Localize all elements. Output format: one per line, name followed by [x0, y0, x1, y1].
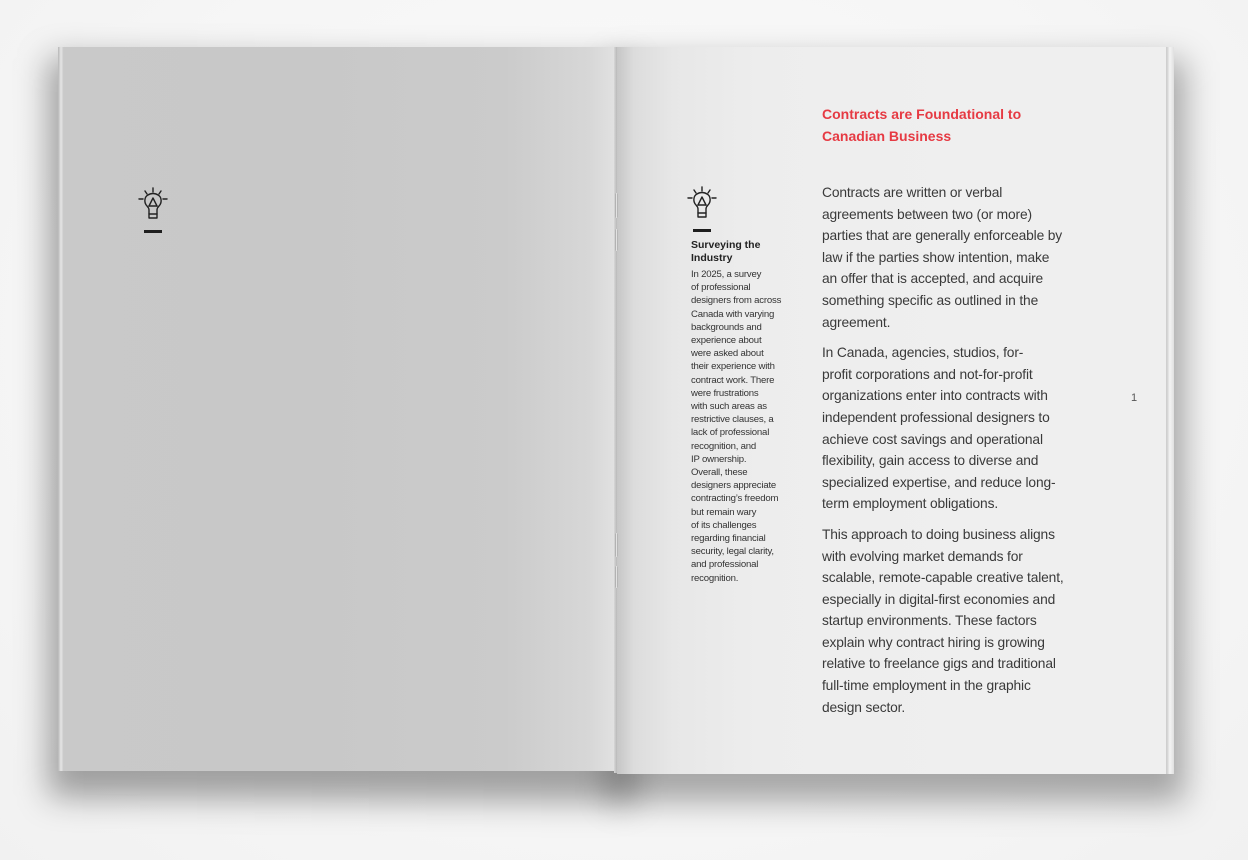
staple-top — [615, 193, 618, 218]
sidebar-line: their experience with — [691, 361, 775, 373]
sidebar-line: regarding financial — [691, 533, 766, 545]
body-line: something specific as outlined in the — [822, 292, 1039, 308]
body-line: with evolving market demands for — [822, 548, 1023, 564]
sidebar-line: lack of professional — [691, 427, 770, 439]
sidebar-line: recognition. — [691, 572, 739, 584]
sidebar-line: contract work. There — [691, 374, 775, 386]
body-line: specialized expertise, and reduce long- — [822, 474, 1056, 490]
sidebar-line: with such areas as — [691, 401, 767, 413]
sidebar-line: contracting’s freedom — [691, 493, 779, 505]
sidebar-line: recognition, and — [691, 440, 757, 452]
section-heading — [822, 104, 1122, 147]
icon-underline-rule — [144, 230, 162, 233]
staple-bottom — [615, 533, 618, 557]
paragraph-3 — [822, 524, 1112, 718]
page-number: 1 — [1131, 392, 1138, 404]
body-line: relative to freelance gigs and traditional — [822, 656, 1056, 672]
sidebar-title — [691, 239, 801, 265]
sidebar-line: Overall, these — [691, 467, 748, 479]
body-line: explain why contract hiring is growing — [822, 634, 1045, 650]
sidebar-line: backgrounds and — [691, 321, 762, 333]
sidebar-line: restrictive clauses, a — [691, 414, 774, 426]
lightbulb-pencil-icon — [685, 186, 719, 220]
sidebar-line: security, legal clarity, — [691, 546, 774, 558]
heading-line: Canadian Business — [822, 127, 952, 144]
body-line: organizations enter into contracts with — [822, 388, 1048, 404]
body-line: flexibility, gain access to diverse and — [822, 453, 1039, 469]
body-line: scalable, remote-capable creative talent, — [822, 570, 1064, 586]
body-line: startup environments. These factors — [822, 613, 1037, 629]
body-line: This approach to doing business aligns — [822, 526, 1055, 542]
body-line: independent professional designers to — [822, 409, 1050, 425]
right-page-edge — [1166, 47, 1174, 774]
body-text — [822, 182, 1112, 727]
sidebar-line: of professional — [691, 282, 751, 294]
body-line: In Canada, agencies, studios, for- — [822, 345, 1024, 361]
body-line: profit corporations and not-for-profit — [822, 366, 1033, 382]
body-line: agreements between two (or more) — [822, 206, 1032, 222]
body-line: Contracts are written or verbal — [822, 185, 1003, 200]
sidebar-line: were asked about — [691, 348, 764, 360]
sidebar-line: experience about — [691, 335, 762, 347]
sidebar-line: IP ownership. — [691, 453, 747, 465]
body-line: design sector. — [822, 699, 906, 715]
sidebar-line: and professional — [691, 559, 759, 571]
staple-bottom-2 — [615, 566, 618, 588]
paragraph-1 — [822, 182, 1112, 333]
left-page — [58, 47, 617, 771]
sidebar-line: of its challenges — [691, 519, 757, 531]
paragraph-2 — [822, 342, 1112, 515]
sidebar-line: were frustrations — [691, 387, 759, 399]
body-line: term employment obligations. — [822, 496, 999, 512]
sidebar-line: Canada with varying — [691, 308, 775, 320]
staple-top-2 — [615, 229, 618, 251]
sidebar-line: but remain wary — [691, 506, 757, 518]
sidebar-title-line: Surveying the — [691, 239, 761, 251]
sidebar-title-line: Industry — [691, 252, 733, 264]
lightbulb-pencil-icon — [136, 187, 170, 221]
body-line: agreement. — [822, 314, 891, 330]
sidebar-line: designers appreciate — [691, 480, 777, 492]
left-page-edge — [58, 47, 64, 771]
sidebar-line: In 2025, a survey — [691, 269, 762, 280]
body-line: achieve cost savings and operational — [822, 431, 1043, 447]
body-line: parties that are generally enforceable by — [822, 228, 1063, 244]
body-line: law if the parties show intention, make — [822, 249, 1050, 265]
sidebar-line: designers from across — [691, 295, 782, 307]
sidebar-body — [691, 268, 801, 585]
icon-underline-rule — [693, 229, 711, 232]
heading-line: Contracts are Foundational to — [822, 106, 1022, 122]
body-line: especially in digital-first economies and — [822, 591, 1056, 607]
body-line: full-time employment in the graphic — [822, 678, 1031, 694]
body-line: an offer that is accepted, and acquire — [822, 271, 1044, 287]
